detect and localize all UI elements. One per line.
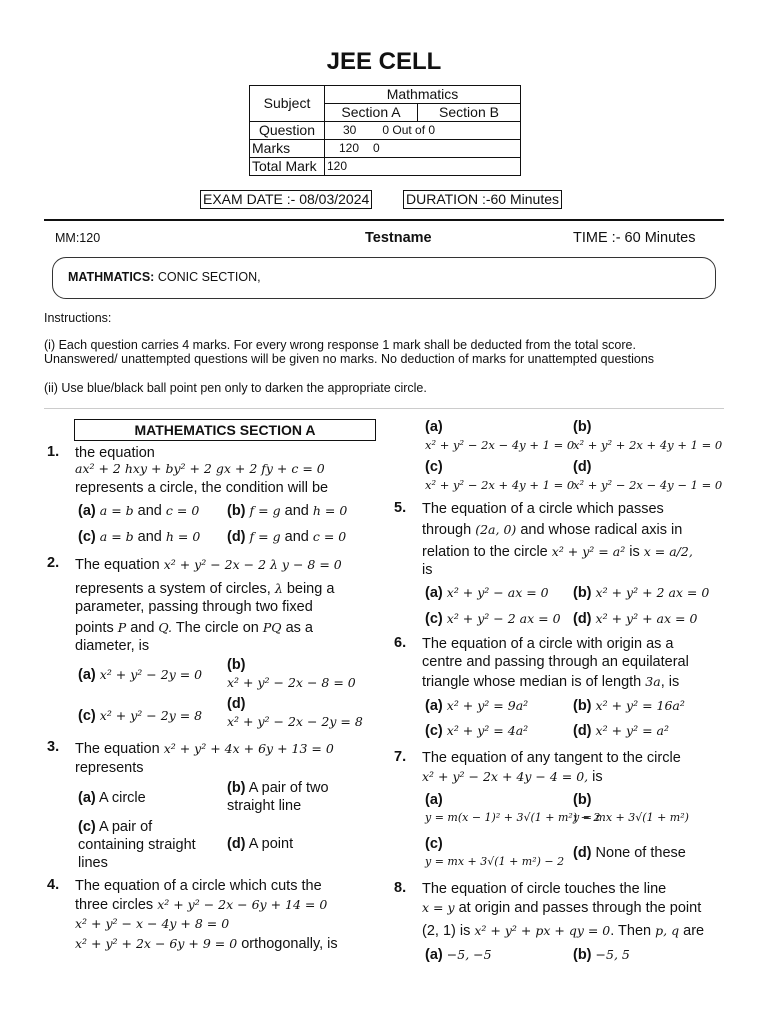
q1-d-label: (d): [227, 529, 246, 545]
q6-c-label: (c): [425, 723, 443, 739]
instruction-2: (ii) Use blue/black ball point pen only to darken the appropriate circle.: [44, 381, 427, 395]
q4-line2: [75, 896, 327, 914]
q1-d-cond1: f = g: [249, 529, 281, 544]
q3-b-text1: A pair of two: [248, 780, 329, 796]
q3-b-label: (b): [227, 780, 246, 796]
q6-a-label: (a): [425, 698, 443, 714]
q7-option-b: [573, 791, 689, 827]
instructions-heading: Instructions:: [44, 311, 112, 325]
q6-option-d: [573, 722, 669, 740]
q6-line3-end: , is: [660, 674, 680, 690]
q1-a-cond1: a = b: [99, 503, 134, 518]
q3-d-label: (d): [227, 836, 246, 852]
q5-option-c: [425, 610, 561, 628]
q4-option-d: [573, 458, 722, 494]
q8-pq: p, q: [655, 923, 680, 938]
q1-option-a: [78, 502, 199, 520]
q5-b-text: x² + y² + 2 ax = 0: [595, 585, 710, 600]
q5-option-a: [425, 584, 549, 602]
q2-d-label: (d): [227, 696, 246, 712]
q5-option-d: [573, 610, 697, 628]
q5-c-label: (c): [425, 611, 443, 627]
q2-option-a: [78, 666, 202, 684]
q7-option-c: [425, 835, 564, 871]
question-a: 30: [343, 123, 357, 137]
q2-option-b: [227, 656, 356, 692]
q4-c-label: (c): [425, 459, 443, 475]
q1-option-c: [78, 528, 200, 546]
q4-option-b: [573, 418, 722, 454]
q3-c-text3: lines: [78, 855, 108, 871]
q5-line4: is: [422, 562, 433, 578]
q1-a-label: (a): [78, 503, 96, 519]
q1-number: 1.: [47, 444, 60, 460]
q6-length: 3a: [645, 674, 661, 689]
q4-d-text: x² + y² − 2x − 4y − 1 = 0: [573, 478, 723, 492]
q5-number: 5.: [394, 500, 407, 516]
q2-line4-text: points: [75, 620, 114, 636]
q4-a-label: (a): [425, 419, 443, 435]
q5-axis: x = a/2,: [643, 544, 693, 559]
q2-line1-text: The equation: [75, 557, 160, 573]
q1-c-cond2: h = 0: [165, 529, 201, 544]
q6-b-label: (b): [573, 698, 592, 714]
q7-a-text: y = m(x − 1)² + 3√(1 + m²) − 2: [425, 811, 601, 824]
summary-table: [249, 85, 521, 176]
q8-line3-end: are: [683, 923, 705, 939]
q5-line1: The equation of a circle which passes: [422, 501, 664, 517]
q5-line3-is: is: [629, 544, 640, 560]
q8-line2: [422, 899, 701, 917]
q6-line1: The equation of a circle with origin as a: [422, 636, 674, 652]
instruction-1-line-a: (i) Each question carries 4 marks. For every wrong response 1 mark shall be deducted from the total score.: [44, 338, 636, 352]
q6-d-label: (d): [573, 723, 592, 739]
q2-segment-pq: PQ: [262, 620, 282, 635]
question-b: 0 Out of 0: [382, 123, 436, 137]
q2-d-text: x² + y² − 2x − 2y = 8: [227, 714, 363, 729]
q3-line2: represents: [75, 760, 144, 776]
marks-a: 120: [339, 141, 360, 155]
instruction-1: [44, 338, 654, 366]
q3-option-d: [227, 835, 293, 853]
q5-a-label: (a): [425, 585, 443, 601]
q3-a-label: (a): [78, 790, 96, 806]
q1-line2: represents a circle, the condition will be: [75, 480, 329, 496]
q4-option-a: [425, 418, 574, 454]
q1-c-cond1: a = b: [99, 529, 134, 544]
q2-option-d: [227, 695, 363, 731]
q8-line3-then: . Then: [610, 923, 652, 939]
q3-option-c: [78, 818, 196, 872]
q8-number: 8.: [394, 880, 407, 896]
q2-equation: x² + y² − 2x − 2 λ y − 8 = 0: [163, 557, 342, 572]
test-time: TIME :- 60 Minutes: [573, 230, 696, 246]
total-value: 120: [325, 158, 521, 176]
q1-b-label: (b): [227, 503, 246, 519]
q3-b-text2: straight line: [227, 798, 302, 814]
q2-line4-circle: The circle on: [175, 620, 259, 636]
q1-option-b: [227, 502, 347, 520]
q2-a-label: (a): [78, 667, 96, 683]
q4-line3-text: orthogonally, is: [241, 936, 338, 952]
q3-d-text: A point: [248, 836, 294, 852]
q6-option-b: [573, 697, 685, 715]
q2-point-p: P: [117, 620, 127, 635]
q5-c-text: x² + y² − 2 ax = 0: [446, 611, 561, 626]
total-label: Total Mark: [250, 158, 325, 176]
q5-option-b: [573, 584, 709, 602]
q1-d-and: and: [284, 529, 309, 545]
q6-number: 6.: [394, 635, 407, 651]
instructions-rule: [44, 408, 724, 409]
q4-equation3: x² + y² + 2x − 6y + 9 = 0: [75, 936, 238, 951]
q6-line3-text: triangle whose median is of length: [422, 674, 642, 690]
q5-line3: [422, 543, 693, 561]
q2-line5: diameter, is: [75, 638, 150, 654]
q2-lambda: λ: [274, 581, 283, 596]
q3-line1-text: The equation: [75, 741, 160, 757]
q7-option-d: [573, 844, 686, 862]
q8-line3: [422, 922, 704, 940]
q5-circle-equation: x² + y² = a²: [551, 544, 626, 559]
q1-b-cond1: f = g: [249, 503, 281, 518]
q1-c-label: (c): [78, 529, 96, 545]
q2-b-text: x² + y² − 2x − 8 = 0: [227, 675, 356, 690]
q8-b-label: (b): [573, 947, 592, 963]
subject-label: Subject: [250, 86, 325, 122]
q3-option-a: [78, 789, 146, 807]
q6-b-text: x² + y² = 16a²: [595, 698, 685, 713]
q2-line2-end: being a: [286, 581, 335, 597]
q2-line4-end: as a: [285, 620, 313, 636]
q2-option-c: [78, 707, 202, 725]
q8-option-b: [573, 946, 630, 964]
q7-b-text: y = mx + 3√(1 + m²): [573, 811, 689, 824]
question-values: [325, 122, 521, 140]
q7-a-label: (a): [425, 792, 443, 808]
q2-line4: [75, 619, 313, 637]
topic-label: MATHMATICS:: [68, 270, 155, 284]
q2-line1: [75, 556, 342, 574]
marks-label: Marks: [250, 140, 325, 158]
q3-a-text: A circle: [98, 790, 146, 806]
q4-b-label: (b): [573, 419, 592, 435]
header-rule: [44, 219, 724, 221]
exam-title: JEE CELL: [326, 48, 442, 75]
q7-b-label: (b): [573, 792, 592, 808]
q2-c-label: (c): [78, 708, 96, 724]
q3-c-label: (c): [78, 819, 96, 835]
q1-d-cond2: c = 0: [312, 529, 347, 544]
q7-c-label: (c): [425, 836, 443, 852]
question-label: Question: [250, 122, 325, 140]
q1-c-and: and: [137, 529, 162, 545]
q8-b-text: −5, 5: [595, 947, 630, 962]
q6-line3: [422, 673, 679, 691]
q4-option-c: [425, 458, 574, 494]
q2-point-q: Q.: [158, 620, 173, 635]
q6-line2: centre and passing through an equilateral: [422, 654, 689, 670]
q1-line1: the equation: [75, 445, 155, 461]
q2-a-text: x² + y² − 2y = 0: [99, 667, 203, 682]
q4-line3: [75, 935, 338, 953]
q4-equation2: x² + y² − x − 4y + 8 = 0: [75, 916, 230, 931]
test-name: Testname: [365, 230, 432, 246]
q2-b-label: (b): [227, 657, 246, 673]
q4-line1: The equation of a circle which cuts the: [75, 878, 322, 894]
q6-d-text: x² + y² = a²: [595, 723, 669, 738]
topic-value: CONIC SECTION,: [157, 270, 261, 284]
q1-a-and: and: [137, 503, 162, 519]
q1-equation: ax² + 2 hxy + by² + 2 gx + 2 fy + c = 0: [75, 461, 325, 476]
q2-line3: parameter, passing through two fixed: [75, 599, 313, 615]
q4-a-text: x² + y² − 2x − 4y + 1 = 0: [425, 438, 575, 452]
max-marks: MM:120: [55, 231, 101, 245]
q5-d-label: (d): [573, 611, 592, 627]
q1-b-cond2: h = 0: [312, 503, 348, 518]
section-title: MATHEMATICS SECTION A: [74, 419, 376, 441]
q4-c-text: x² + y² − 2x + 4y + 1 = 0: [425, 478, 575, 492]
section-b-header: Section B: [418, 104, 521, 122]
topic-line: [68, 270, 261, 284]
q2-c-text: x² + y² − 2y = 8: [99, 708, 203, 723]
q1-option-d: [227, 528, 346, 546]
q7-d-label: (d): [573, 845, 592, 861]
marks-values: [325, 140, 521, 158]
q4-line2-text: three circles: [75, 897, 154, 913]
q3-option-b: [227, 779, 329, 815]
q5-b-label: (b): [573, 585, 592, 601]
instruction-1-line-b: Unanswered/ unattempted questions will be given no marks. No deduction of marks for unattempted questions: [44, 352, 655, 366]
q3-equation: x² + y² + 4x + 6y + 13 = 0: [163, 741, 334, 756]
q3-number: 3.: [47, 739, 60, 755]
q8-a-text: −5, −5: [446, 947, 492, 962]
q2-line4-and: and: [130, 620, 155, 636]
q6-option-a: [425, 697, 528, 715]
q5-a-text: x² + y² − ax = 0: [446, 585, 549, 600]
q1-b-and: and: [284, 503, 309, 519]
q5-point: (2a, 0): [475, 522, 517, 537]
q7-number: 7.: [394, 749, 407, 765]
q3-c-text1: A pair of: [98, 819, 153, 835]
exam-duration: DURATION :-60 Minutes: [403, 190, 562, 209]
q7-line2: [422, 768, 603, 786]
q4-equation1: x² + y² − 2x − 6y + 14 = 0: [157, 897, 328, 912]
q8-line-equation: x = y: [422, 900, 455, 915]
q2-line2: [75, 580, 334, 598]
q6-option-c: [425, 722, 528, 740]
q8-circle-equation: x² + y² + px + qy = 0: [474, 923, 611, 938]
section-a-header: Section A: [325, 104, 418, 122]
q8-line3-text: (2, 1) is: [422, 923, 471, 939]
q6-c-text: x² + y² = 4a²: [446, 723, 529, 738]
q1-a-cond2: c = 0: [165, 503, 200, 518]
q7-d-text: None of these: [595, 845, 686, 861]
q4-number: 4.: [47, 877, 60, 893]
q4-b-text: x² + y² + 2x + 4y + 1 = 0: [573, 438, 723, 452]
q5-line2-text: through: [422, 522, 472, 538]
exam-date: EXAM DATE :- 08/03/2024: [200, 190, 372, 209]
q8-a-label: (a): [425, 947, 443, 963]
q5-d-text: x² + y² + ax = 0: [595, 611, 698, 626]
q5-line2: [422, 521, 682, 539]
q7-c-text: y = mx + 3√(1 + m²) − 2: [425, 855, 565, 868]
q5-line3-text: relation to the circle: [422, 544, 548, 560]
q6-a-text: x² + y² = 9a²: [446, 698, 529, 713]
q8-line2-text: at origin and passes through the point: [458, 900, 702, 916]
q2-number: 2.: [47, 555, 60, 571]
q8-option-a: [425, 946, 492, 964]
q7-equation: x² + y² − 2x + 4y − 4 = 0,: [422, 769, 589, 784]
subject-value: Mathmatics: [325, 86, 521, 104]
q3-line1: [75, 740, 334, 758]
q4-d-label: (d): [573, 459, 592, 475]
q3-c-text2: containing straight: [78, 837, 196, 853]
topic-box: [52, 257, 716, 299]
q7-line2-text: is: [592, 769, 603, 785]
q5-line2-end: and whose radical axis in: [520, 522, 683, 538]
q7-line1: The equation of any tangent to the circle: [422, 750, 681, 766]
q2-line2-text: represents a system of circles,: [75, 581, 271, 597]
marks-b: 0: [373, 141, 380, 155]
q8-line1: The equation of circle touches the line: [422, 881, 667, 897]
